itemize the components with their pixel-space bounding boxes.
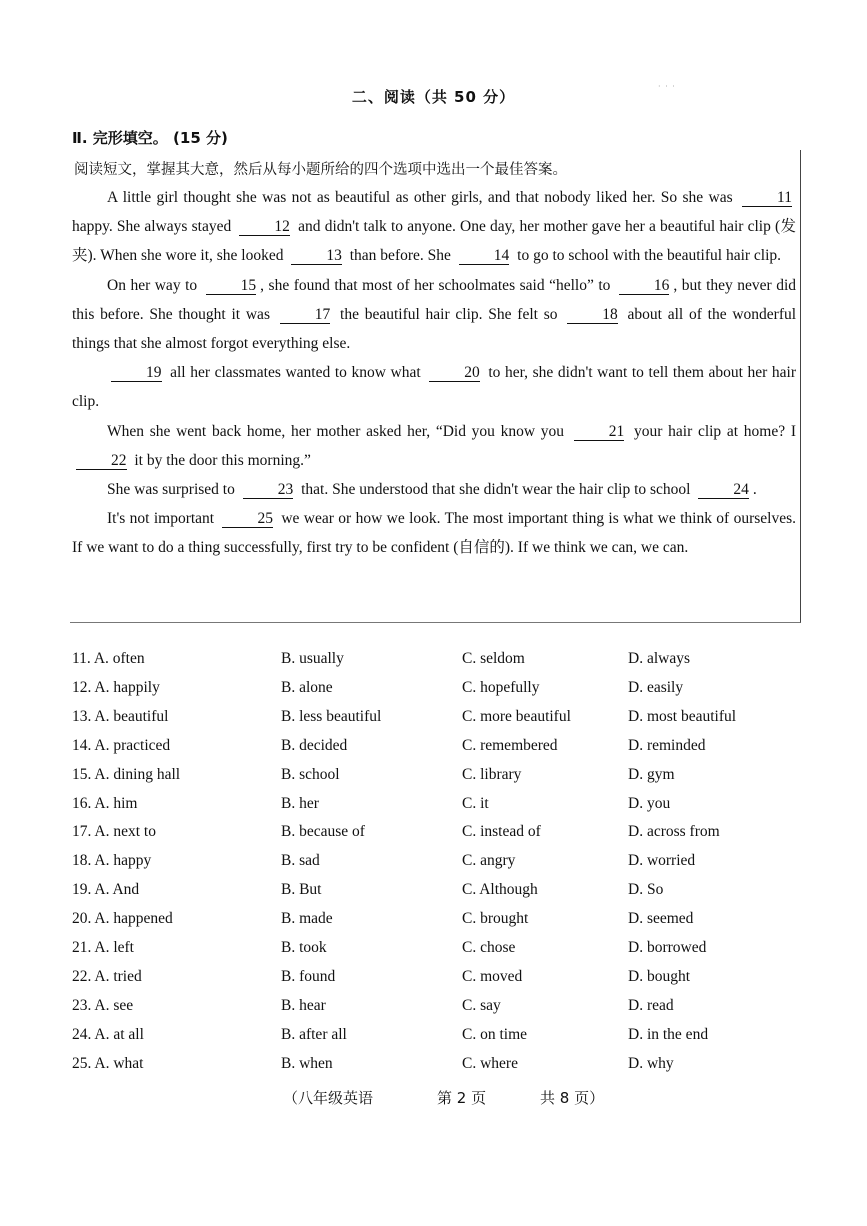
option-d: D. worried <box>628 852 696 870</box>
option-d: D. always <box>628 650 690 667</box>
option-c: C. brought <box>462 910 529 928</box>
option-d: D. seemed <box>628 910 694 928</box>
option-a: 16. A. him <box>72 794 138 812</box>
option-row <box>72 679 832 701</box>
passage-text: your hair clip at home? I <box>634 422 796 440</box>
option-b: B. less beautiful <box>281 707 382 725</box>
option-row <box>72 910 832 932</box>
option-row <box>72 766 832 788</box>
passage-text: we wear or how we look. The most important thing is what we think of ourselves. If we want to do a thing successfully, first try to be confident (自信的). If we think we can, we can. <box>72 510 797 557</box>
option-a: 18. A. happy <box>72 852 152 870</box>
paragraph-6 <box>72 504 796 562</box>
part-title: Ⅱ. 完形填空。 (15 分) <box>72 129 228 147</box>
option-d: D. So <box>628 881 664 899</box>
option-d: D. easily <box>628 678 684 696</box>
blank-13: 13 <box>291 247 342 265</box>
blank-11: 11 <box>742 189 792 207</box>
passage-text: On her way to <box>107 276 198 294</box>
footer-page-number: 第 2 页 <box>437 1089 487 1107</box>
option-c: C. angry <box>462 852 516 870</box>
option-a: 13. A. beautiful <box>72 707 169 725</box>
passage-text: all her classmates wanted to know what <box>170 364 421 382</box>
paragraph-5 <box>72 475 796 504</box>
option-b: B. usually <box>281 650 344 667</box>
option-c: C. instead of <box>462 823 541 841</box>
passage-text: happy. She always stayed <box>72 218 232 236</box>
option-d: D. most beautiful <box>628 707 737 725</box>
passage-text: and didn't talk to anyone. One day, her mother gave her a beautiful hair clip (发夹). When she wore it, she looked <box>72 218 797 265</box>
option-c: C. remembered <box>462 736 558 754</box>
option-c: C. say <box>462 996 501 1014</box>
option-a: 12. A. happily <box>72 678 160 696</box>
option-c: C. moved <box>462 967 523 985</box>
footer-subject: （八年级英语 <box>283 1089 374 1107</box>
option-row <box>72 881 832 903</box>
option-d: D. why <box>628 1054 674 1072</box>
option-b: B. took <box>281 939 327 956</box>
option-c: C. library <box>462 765 522 783</box>
option-b: B. when <box>281 1054 333 1072</box>
passage-text: , she found that most of her schoolmates said “hello” to <box>260 276 611 294</box>
blank-19: 19 <box>111 364 162 382</box>
blank-18: 18 <box>567 306 618 324</box>
instruction-text: 阅读短文，掌握其大意，然后从每小题所给的四个选项中选出一个最佳答案。 <box>74 162 567 178</box>
paragraph-1 <box>72 183 796 271</box>
passage-text: than before. She <box>349 247 451 265</box>
option-a: 20. A. happened <box>72 910 173 928</box>
passage-text: the beautiful hair clip. She felt so <box>340 305 558 323</box>
scan-mark: · · · <box>658 82 676 91</box>
paragraph-4 <box>72 417 796 475</box>
blank-25: 25 <box>222 510 273 528</box>
option-c: C. it <box>462 794 489 812</box>
footer-total-pages: 共 8 页） <box>540 1089 605 1107</box>
option-row <box>72 997 832 1019</box>
option-row <box>72 1026 832 1048</box>
option-a: 22. A. tried <box>72 967 142 985</box>
paragraph-3 <box>72 358 796 416</box>
option-row <box>72 939 832 961</box>
passage-text: to go to school with the beautiful hair clip. <box>517 247 782 265</box>
blank-20: 20 <box>429 364 480 382</box>
option-d: D. you <box>628 794 671 812</box>
passage-text: it by the door this morning.” <box>134 451 311 469</box>
option-b: B. made <box>281 910 333 928</box>
option-d: D. in the end <box>628 1025 709 1043</box>
blank-23: 23 <box>243 481 294 499</box>
passage-text: When she went back home, her mother asked her, “Did you know you <box>107 422 565 440</box>
option-b: B. found <box>281 967 336 985</box>
option-b: B. school <box>281 765 340 783</box>
option-row <box>72 708 832 730</box>
option-a: 11. A. often <box>72 650 145 667</box>
option-row <box>72 1055 832 1077</box>
blank-21: 21 <box>574 423 625 441</box>
passage-text: She was surprised to <box>107 481 235 499</box>
option-c: C. hopefully <box>462 678 540 696</box>
passage-text: A little girl thought she was not as beautiful as other girls, and that nobody liked her. So she was <box>107 189 733 206</box>
passage-text: , but they never did this before. She thought it was <box>72 276 797 323</box>
option-d: D. reminded <box>628 736 706 754</box>
option-a: 17. A. next to <box>72 823 156 841</box>
blank-12: 12 <box>239 218 290 236</box>
option-row <box>72 737 832 759</box>
blank-14: 14 <box>459 247 510 265</box>
passage-text: about all of the wonderful things that she almost forgot everything else. <box>72 305 797 353</box>
option-row <box>72 795 832 817</box>
option-d: D. borrowed <box>628 939 707 956</box>
option-b: B. hear <box>281 996 326 1014</box>
blank-24: 24 <box>698 481 749 499</box>
option-b: B. sad <box>281 852 320 870</box>
option-row <box>72 650 832 672</box>
option-c: C. more beautiful <box>462 707 571 725</box>
option-b: B. after all <box>281 1025 347 1043</box>
option-c: C. where <box>462 1054 518 1072</box>
option-row <box>72 968 832 990</box>
blank-15: 15 <box>206 277 257 295</box>
option-c: C. on time <box>462 1025 528 1043</box>
option-b: B. because of <box>281 823 365 841</box>
option-a: 23. A. see <box>72 996 134 1014</box>
option-a: 25. A. what <box>72 1054 144 1072</box>
option-b: B. But <box>281 881 322 899</box>
option-d: D. read <box>628 996 674 1014</box>
option-c: C. seldom <box>462 650 525 667</box>
option-d: D. across from <box>628 823 720 841</box>
cloze-passage <box>72 183 796 563</box>
option-d: D. gym <box>628 765 675 783</box>
blank-16: 16 <box>619 277 670 295</box>
option-a: 19. A. And <box>72 881 140 899</box>
section-title: 二、阅读（共 50 分） <box>351 88 516 106</box>
option-c: C. chose <box>462 939 516 956</box>
option-row <box>72 852 832 874</box>
blank-22: 22 <box>76 452 127 470</box>
option-b: B. decided <box>281 736 348 754</box>
option-c: C. Although <box>462 881 538 899</box>
option-a: 21. A. left <box>72 939 134 956</box>
option-d: D. bought <box>628 967 690 985</box>
passage-text: It's not important <box>107 510 215 528</box>
blank-17: 17 <box>280 306 331 324</box>
option-row <box>72 823 832 845</box>
option-a: 15. A. dining hall <box>72 765 181 783</box>
passage-text: that. She understood that she didn't wear the hair clip to school <box>301 481 691 499</box>
option-a: 14. A. practiced <box>72 736 171 754</box>
passage-text: to her, she didn't want to tell them about her hair clip. <box>72 364 797 411</box>
option-a: 24. A. at all <box>72 1025 144 1043</box>
option-b: B. her <box>281 794 319 812</box>
option-b: B. alone <box>281 678 333 696</box>
passage-text: . <box>752 481 757 499</box>
paragraph-2 <box>72 271 796 359</box>
